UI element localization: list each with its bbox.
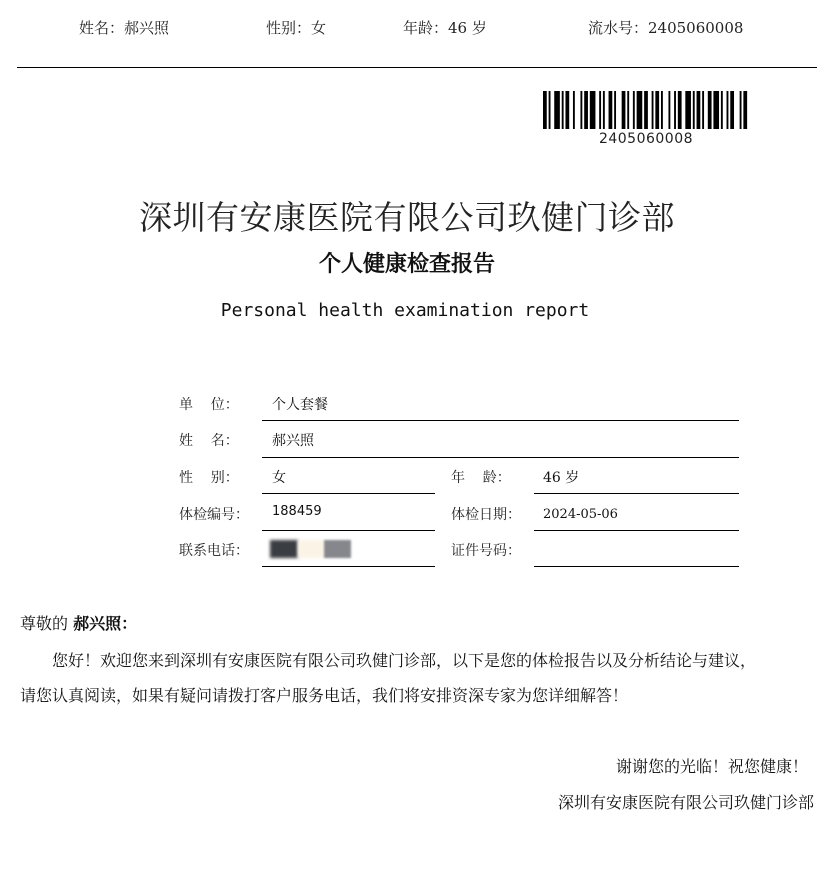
barcode-bar (584, 91, 588, 129)
exam-no-underline (262, 530, 435, 531)
barcode-bar (655, 91, 659, 129)
barcode-bar (713, 91, 719, 129)
barcode (543, 91, 749, 129)
report-title: 个人健康检查报告 (318, 252, 495, 277)
barcode-number: 2405060008 (598, 131, 694, 147)
letter-line-2: 请您认真阅读，如果有疑问请拨打客户服务电话，我们将安排资深专家为您详细解答！ (20, 686, 629, 705)
salutation-prefix: 尊敬的 (20, 614, 69, 633)
barcode-bar (674, 91, 676, 129)
barcode-bar (637, 91, 643, 129)
header-gender: 性别：女 (266, 19, 327, 37)
phone-redaction-block (324, 540, 351, 558)
id-underline (534, 566, 739, 567)
barcode-bar (743, 91, 747, 129)
salutation (20, 611, 137, 634)
exam-date-label: 体检日期： (451, 507, 521, 523)
report-title-en: Personal health examination report (220, 300, 590, 321)
letter-line-1: 您好！欢迎您来到深圳有安康医院有限公司玖健门诊部，以下是您的体检报告以及分析结论与建议， (52, 651, 757, 670)
barcode-bar (599, 91, 601, 129)
header-age: 年龄：46 岁 (403, 19, 487, 37)
barcode-bar (685, 91, 691, 129)
letter-signature: 深圳有安康医院有限公司玖健门诊部 (557, 793, 814, 812)
header-divider (17, 67, 817, 68)
name-label: 姓 名： (179, 433, 239, 449)
unit-underline (262, 420, 739, 421)
gender-value: 女 (272, 470, 286, 486)
barcode-bar (580, 91, 582, 129)
barcode-bar (562, 91, 564, 129)
barcode-bar (627, 91, 629, 129)
gender-underline (262, 493, 435, 494)
hospital-title: 深圳有安康医院有限公司玖健门诊部 (139, 198, 675, 237)
barcode-bar (573, 91, 575, 129)
exam-no-label: 体检编号： (179, 507, 249, 523)
barcode-bar (693, 91, 695, 129)
phone-label: 联系电话： (179, 543, 249, 559)
barcode-bar (730, 91, 734, 129)
header-name: 姓名：郝兴照 (79, 19, 170, 37)
barcode-bar (543, 91, 547, 129)
barcode-bar (549, 91, 551, 129)
salutation-name: 郝兴照： (73, 614, 138, 633)
name-value: 郝兴照 (272, 433, 314, 449)
barcode-bar (740, 91, 742, 129)
barcode-bar (614, 91, 616, 129)
unit-label: 单 位： (179, 397, 239, 413)
barcode-bar (590, 91, 596, 129)
unit-value: 个人套餐 (272, 397, 328, 413)
letter-thanks: 谢谢您的光临！祝您健康！ (615, 757, 808, 776)
gender-label: 性 别： (179, 470, 239, 486)
barcode-bar (622, 91, 626, 129)
barcode-bar (721, 91, 723, 129)
barcode-bar (697, 91, 701, 129)
phone-redaction-block (298, 540, 324, 558)
name-underline (262, 457, 739, 458)
barcode-bar (668, 91, 670, 129)
barcode-bar (565, 91, 569, 129)
barcode-bar (661, 91, 663, 129)
barcode-bar (727, 91, 729, 129)
age-label: 年 龄： (451, 470, 511, 486)
exam-date-value: 2024-05-06 (543, 507, 618, 522)
phone-redaction-block (270, 540, 298, 558)
barcode-bar (554, 91, 560, 129)
barcode-bar (603, 91, 605, 129)
barcode-bar (609, 91, 613, 129)
barcode-bar (633, 91, 635, 129)
age-underline (534, 493, 739, 494)
id-label: 证件号码： (451, 543, 521, 559)
age-value: 46 岁 (543, 470, 580, 486)
barcode-bar (702, 91, 704, 129)
barcode-bar (652, 91, 654, 129)
exam-no-value: 188459 (272, 504, 322, 519)
barcode-bar (678, 91, 682, 129)
header-serial: 流水号：2405060008 (588, 19, 744, 37)
phone-underline (262, 566, 435, 567)
barcode-bar (708, 91, 712, 129)
exam-date-underline (534, 530, 739, 531)
barcode-bar (644, 91, 648, 129)
